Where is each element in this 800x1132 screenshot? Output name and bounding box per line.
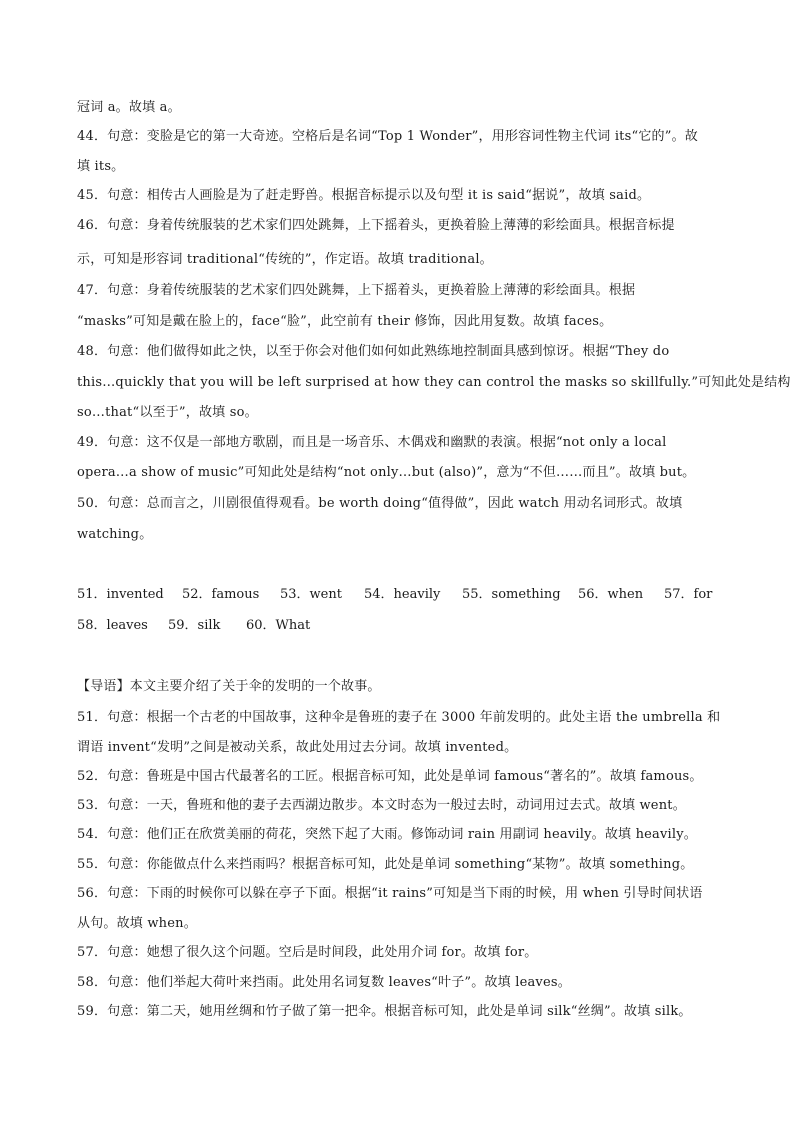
- text-line: 48．句意：他们做得如此之快，以至于你会对他们如何如此熟练地控制面具感到惊讶。根据“They do: [77, 344, 670, 359]
- answer-item: 57．for: [664, 587, 713, 602]
- text-line: 【导语】本文主要介绍了关于伞的发明的一个故事。: [77, 679, 381, 694]
- answer-item: 59．silk: [168, 618, 221, 633]
- text-line: 58．句意：他们举起大荷叶来挡雨。此处用名词复数 leaves“叶子”。故填 leaves。: [77, 975, 571, 990]
- answer-item: 52．famous: [182, 587, 260, 602]
- text-line: 45．句意：相传古人画脸是为了赶走野兽。根据音标提示以及句型 it is said“据说”，故填 said。: [77, 188, 651, 203]
- answer-item: 54．heavily: [364, 587, 441, 602]
- text-line: 53．句意：一天，鲁班和他的妻子去西湖边散步。本文时态为一般过去时，动词用过去式。故填 went。: [77, 798, 686, 813]
- text-line: this…quickly that you will be left surprised at how they can control the masks so skillfully.”可知此处是结构: [77, 375, 791, 390]
- text-line: 从句。故填 when。: [77, 916, 197, 931]
- text-line: 52．句意：鲁班是中国古代最著名的工匠。根据音标可知，此处是单词 famous“著名的”。故填 famous。: [77, 769, 703, 784]
- text-line: opera…a show of music”可知此处是结构“not only…but (also)”，意为“不但……而且”。故填 but。: [77, 465, 696, 480]
- text-line: 55．句意：你能做点什么来挡雨吗？根据音标可知，此处是单词 something“某物”。故填 something。: [77, 857, 694, 872]
- text-line: watching。: [77, 527, 153, 542]
- text-line: 56．句意：下雨的时候你可以躲在亭子下面。根据“it rains”可知是当下雨的时候，用 when 引导时间状语: [77, 886, 703, 901]
- answer-item: 53．went: [280, 587, 342, 602]
- text-line: 冠词 a。故填 a。: [77, 100, 181, 115]
- text-line: 57．句意：她想了很久这个问题。空后是时间段，此处用介词 for。故填 for。: [77, 945, 538, 960]
- text-line: 50．句意：总而言之，川剧很值得观看。be worth doing“值得做”，因此 watch 用动名词形式。故填: [77, 496, 683, 511]
- text-line: 示，可知是形容词 traditional“传统的”，作定语。故填 traditional。: [77, 252, 493, 267]
- text-line: 44．句意：变脸是它的第一大奇迹。空格后是名词“Top 1 Wonder”，用形容词性物主代词 its“它的”。故: [77, 129, 698, 144]
- answer-item: 56．when: [578, 587, 644, 602]
- text-line: 47．句意：身着传统服装的艺术家们四处跳舞，上下摇着头，更换着脸上薄薄的彩绘面具。根据: [77, 283, 636, 298]
- text-line: 46．句意：身着传统服装的艺术家们四处跳舞，上下摇着头，更换着脸上薄薄的彩绘面具。根据音标提: [77, 218, 675, 233]
- text-line: 59．句意：第二天，她用丝绸和竹子做了第一把伞。根据音标可知，此处是单词 silk“丝绸”。故填 silk。: [77, 1004, 692, 1019]
- answer-item: 55．something: [462, 587, 561, 602]
- text-line: 54．句意：他们正在欣赏美丽的荷花，突然下起了大雨。修饰动词 rain 用副词 heavily。故填 heavily。: [77, 827, 698, 842]
- answer-item: 51．invented: [77, 587, 164, 602]
- text-line: 51．句意：根据一个古老的中国故事，这种伞是鲁班的妻子在 3000 年前发明的。此处主语 the umbrella 和: [77, 710, 721, 725]
- text-line: 谓语 invent“发明”之间是被动关系，故此处用过去分词。故填 invented。: [77, 740, 518, 755]
- text-line: so…that“以至于”，故填 so。: [77, 405, 258, 420]
- text-line: “masks”可知是戴在脸上的，face“脸”，此空前有 their 修饰，因此用复数。故填 faces。: [77, 314, 613, 329]
- answer-item: 58．leaves: [77, 618, 148, 633]
- text-line: 49．句意：这不仅是一部地方歌剧，而且是一场音乐、木偶戏和幽默的表演。根据“not only a local: [77, 435, 667, 450]
- text-line: 填 its。: [77, 159, 125, 174]
- answer-item: 60．What: [246, 618, 311, 633]
